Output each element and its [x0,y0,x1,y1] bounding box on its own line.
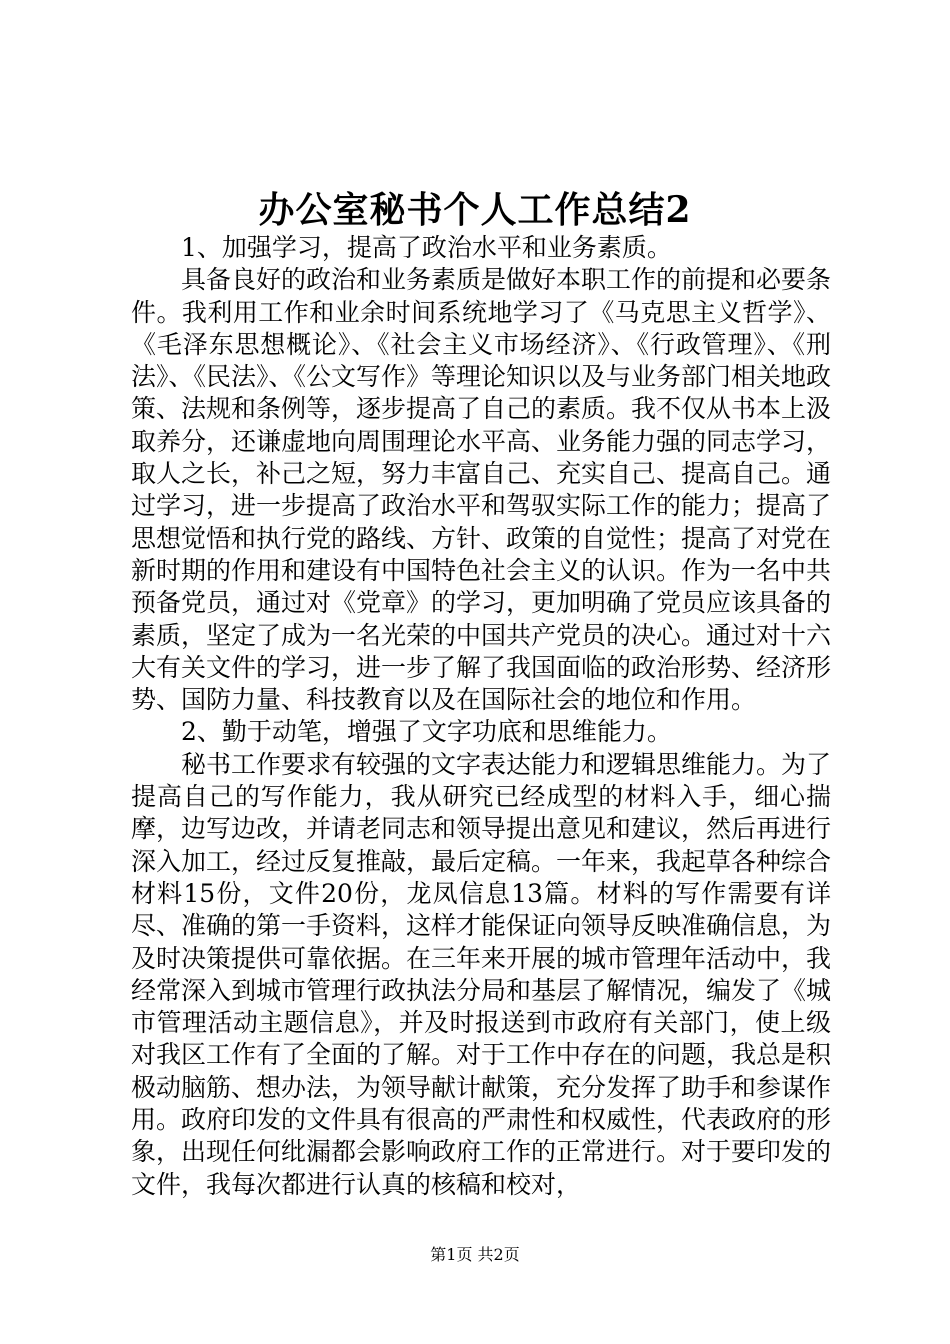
body-paragraph-1: 具备良好的政治和业务素质是做好本职工作的前提和必要条件。我利用工作和业余时间系统地学习了《马克思主义哲学》、《毛泽东思想概论》、《社会主义市场经济》、《行政管理》、《刑法》、《民法》、《公文写作》等理论知识以及与业务部门相关地政策、法规和条例等，逐步提高了自己的素质。我不仅从书本上汲取养分，还谦虚地向周围理论水平高、业务能力强的同志学习，取人之长，补己之短，努力丰富自己、充实自己、提高自己。通过学习，进一步提高了政治水平和驾驭实际工作的能力；提高了思想觉悟和执行党的路线、方针、政策的自觉性；提高了对党在新时期的作用和建设有中国特色社会主义的认识。作为一名中共预备党员，通过对《党章》的学习，更加明确了党员应该具备的素质，坚定了成为一名光荣的中国共产党员的决心。通过对十六大有关文件的学习，进一步了解了我国面临的政治形势、经济形势、国防力量、科技教育以及在国际社会的地位和作用。 [131,265,832,715]
document-title: 办公室秘书个人工作总结2 [258,189,692,231]
page-footer: 第1页 共2页 [430,1245,520,1264]
document-body [131,232,831,1201]
section-heading-2: 2、勤于动笔，增强了文字功底和思维能力。 [181,717,672,747]
body-paragraph-2: 秘书工作要求有较强的文字表达能力和逻辑思维能力。为了提高自己的写作能力，我从研究已经成型的材料入手，细心揣摩，边写边改，并请老同志和领导提出意见和建议，然后再进行深入加工，经过反复推敲，最后定稿。一年来，我起草各种综合材料15份，文件20份，龙凤信息13篇。材料的写作需要有详尽、准确的第一手资料，这样才能保证向领导反映准确信息，为及时决策提供可靠依据。在三年来开展的城市管理年活动中，我经常深入到城市管理行政执法分局和基层了解情况，编发了《城市管理活动主题信息》，并及时报送到市政府有关部门，使上级对我区工作有了全面的了解。对于工作中存在的问题，我总是积极动脑筋、想办法，为领导献计献策，充分发挥了助手和参谋作用。政府印发的文件具有很高的严肃性和权威性，代表政府的形象，出现任何纰漏都会影响政府工作的正常进行。对于要印发的文件，我每次都进行认真的核稿和校对， [131,749,832,1199]
section-heading-1: 1、加强学习，提高了政治水平和业务素质。 [181,233,672,262]
